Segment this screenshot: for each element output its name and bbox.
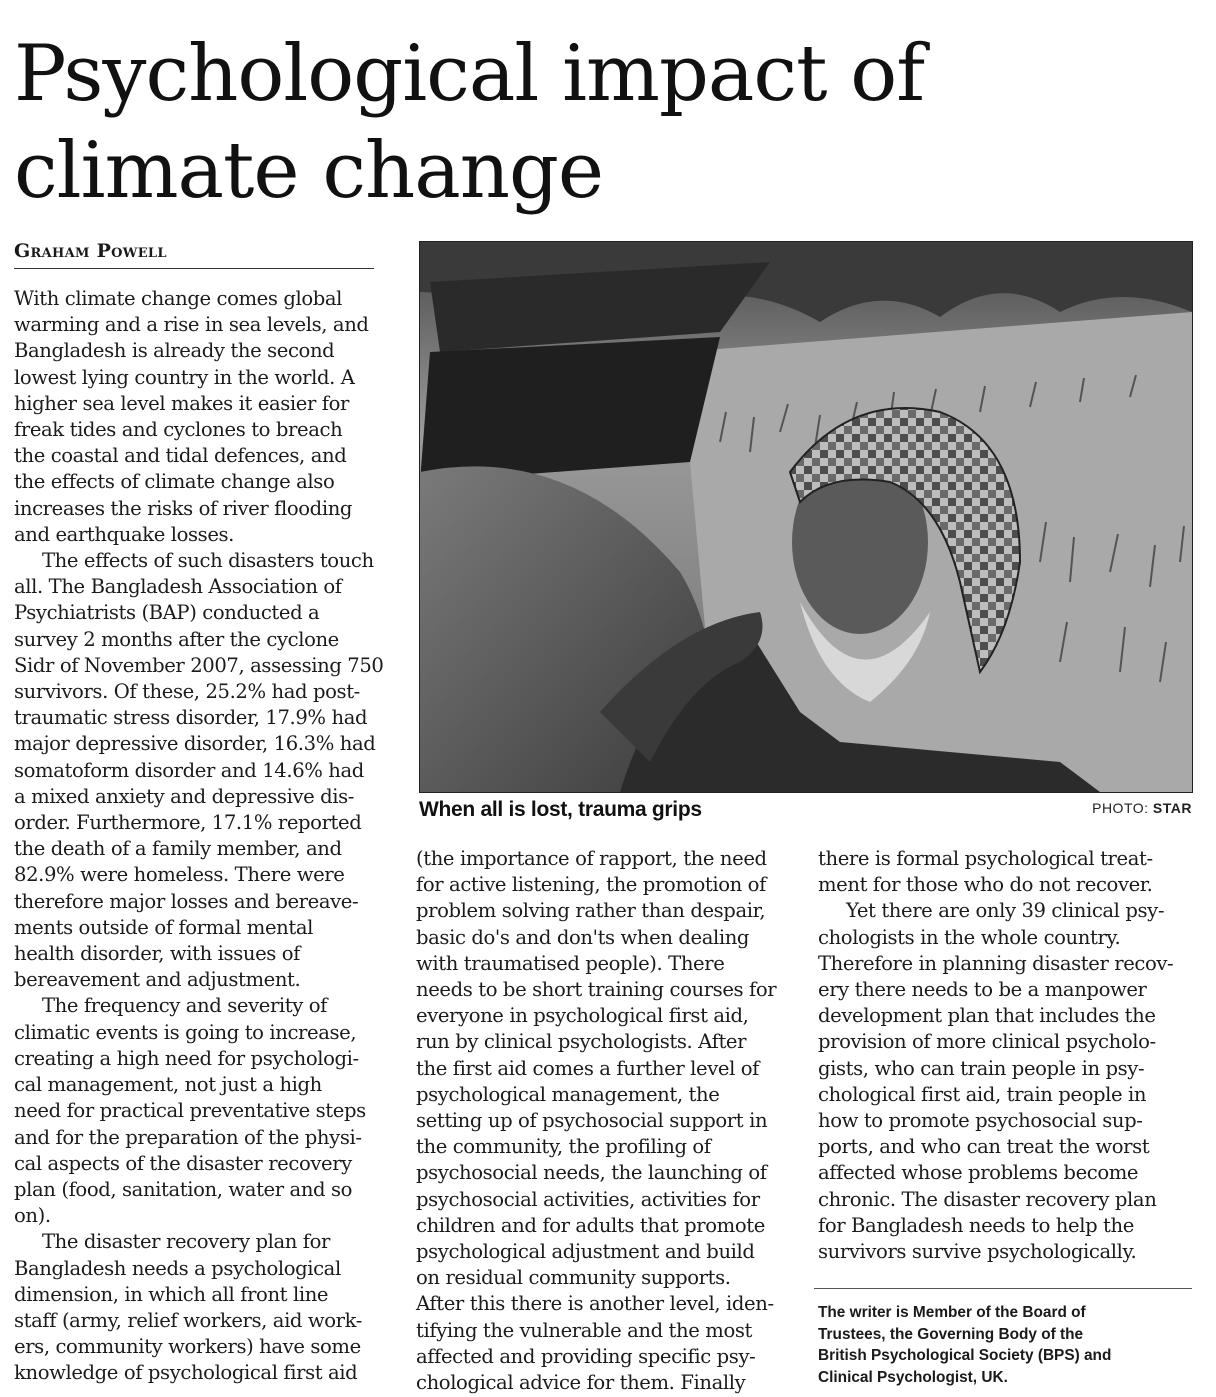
article-line: freak tides and cyclones to breach bbox=[14, 418, 343, 442]
article-line: children and for adults that promote bbox=[416, 1213, 765, 1237]
article-line: Therefore in planning disaster recov- bbox=[818, 951, 1174, 975]
article-line: the community, the profiling of bbox=[416, 1135, 711, 1159]
headline-line-2: climate change bbox=[14, 126, 604, 216]
article-line: with traumatised people). There bbox=[416, 951, 725, 975]
article-line: psychosocial needs, the launching of bbox=[416, 1161, 767, 1185]
news-photo bbox=[419, 241, 1193, 793]
article-line: a mixed anxiety and depressive dis- bbox=[14, 784, 355, 808]
article-line: for active listening, the promotion of bbox=[416, 873, 766, 897]
byline: Graham Powell bbox=[14, 240, 374, 269]
article-line: provision of more clinical psycholo- bbox=[818, 1030, 1156, 1054]
article-line: lowest lying country in the world. A bbox=[14, 365, 355, 389]
article-line: ers, community workers) have some bbox=[14, 1335, 361, 1359]
article-line: need for practical preventative steps bbox=[14, 1099, 366, 1123]
article-line: cal management, not just a high bbox=[14, 1073, 322, 1097]
article-line: Bangladesh needs a psychological bbox=[14, 1256, 341, 1280]
article-line: knowledge of psychological first aid bbox=[14, 1361, 358, 1385]
article-column-1 bbox=[14, 286, 389, 1387]
article-line: chological advice for them. Finally bbox=[416, 1371, 746, 1395]
author-note-line: The writer is Member of the Board of bbox=[818, 1304, 1086, 1321]
article-line: warming and a rise in sea levels, and bbox=[14, 313, 369, 337]
photo-caption: When all is lost, trauma grips bbox=[419, 798, 702, 821]
article-line: creating a high need for psychologi- bbox=[14, 1046, 359, 1070]
photo-illustration bbox=[420, 242, 1192, 792]
article-line: for Bangladesh needs to help the bbox=[818, 1213, 1134, 1237]
article-line: all. The Bangladesh Association of bbox=[14, 575, 342, 599]
article-line: increases the risks of river flooding bbox=[14, 496, 353, 520]
article-line: With climate change comes global bbox=[14, 287, 343, 310]
article-line: ery there needs to be a manpower bbox=[818, 978, 1147, 1002]
article-line: survey 2 months after the cyclone bbox=[14, 627, 339, 651]
article-line: on residual community supports. bbox=[416, 1266, 731, 1290]
article-line: the death of a family member, and bbox=[14, 837, 342, 861]
article-line: 82.9% were homeless. There were bbox=[14, 863, 345, 887]
article-line: Psychiatrists (BAP) conducted a bbox=[14, 601, 320, 625]
article-column-3 bbox=[818, 846, 1196, 1265]
article-line: The disaster recovery plan for bbox=[42, 1230, 330, 1254]
article-line: tifying the vulnerable and the most bbox=[416, 1318, 752, 1342]
article-line: psychological management, the bbox=[416, 1082, 720, 1106]
article-line: ments outside of formal mental bbox=[14, 915, 313, 939]
article-line: psychological adjustment and build bbox=[416, 1240, 755, 1264]
article-line: Sidr of November 2007, assessing 750 bbox=[14, 653, 384, 677]
article-line: The effects of such disasters touch bbox=[42, 549, 374, 573]
article-line: order. Furthermore, 17.1% reported bbox=[14, 811, 362, 835]
article-line: The frequency and severity of bbox=[42, 994, 328, 1018]
article-line: and for the preparation of the physi- bbox=[14, 1125, 362, 1149]
article-line: problem solving rather than despair, bbox=[416, 899, 766, 923]
article-line: After this there is another level, iden- bbox=[416, 1292, 774, 1316]
article-line: affected whose problems become bbox=[818, 1161, 1139, 1185]
author-note bbox=[818, 1302, 1196, 1388]
article-line: chronic. The disaster recovery plan bbox=[818, 1187, 1157, 1211]
article-line: ment for those who do not recover. bbox=[818, 873, 1153, 897]
article-line: everyone in psychological first aid, bbox=[416, 1004, 749, 1028]
article-line: the first aid comes a further level of bbox=[416, 1056, 760, 1080]
article-line: setting up of psychosocial support in bbox=[416, 1109, 768, 1133]
article-line: gists, who can train people in psy- bbox=[818, 1056, 1145, 1080]
headline-line-1: Psychological impact of bbox=[14, 29, 925, 119]
article-line: (the importance of rapport, the need bbox=[416, 847, 767, 870]
article-line: climatic events is going to increase, bbox=[14, 1020, 357, 1044]
article-line: and earthquake losses. bbox=[14, 522, 235, 546]
article-line: traumatic stress disorder, 17.9% had bbox=[14, 706, 368, 730]
photo-credit-prefix: PHOTO: bbox=[1092, 800, 1153, 816]
article-line: ports, and who can treat the worst bbox=[818, 1135, 1150, 1159]
article-line: affected and providing specific psy- bbox=[416, 1344, 756, 1368]
article-line: how to promote psychosocial sup- bbox=[818, 1109, 1143, 1133]
article-line: higher sea level makes it easier for bbox=[14, 391, 350, 415]
article-line: psychosocial activities, activities for bbox=[416, 1187, 760, 1211]
article-line: survivors. Of these, 25.2% had post- bbox=[14, 680, 360, 704]
article-line: chologists in the whole country. bbox=[818, 925, 1121, 949]
article-line: needs to be short training courses for bbox=[416, 978, 777, 1002]
photo-credit-source: STAR bbox=[1152, 800, 1192, 816]
article-line: Bangladesh is already the second bbox=[14, 339, 335, 363]
photo-credit bbox=[1092, 800, 1192, 816]
article-line: major depressive disorder, 16.3% had bbox=[14, 732, 376, 756]
article-column-2 bbox=[416, 846, 791, 1396]
article-line: cal aspects of the disaster recovery bbox=[14, 1151, 352, 1175]
article-line: therefore major losses and bereave- bbox=[14, 889, 359, 913]
article-line: Yet there are only 39 clinical psy- bbox=[846, 899, 1165, 923]
article-line: basic do's and don'ts when dealing bbox=[416, 925, 750, 949]
article-line: the coastal and tidal defences, and bbox=[14, 444, 347, 468]
author-note-divider bbox=[814, 1288, 1192, 1289]
article-line: health disorder, with issues of bbox=[14, 942, 301, 966]
article-line: on). bbox=[14, 1204, 51, 1228]
author-note-line: Trustees, the Governing Body of the bbox=[818, 1325, 1084, 1343]
article-line: somatoform disorder and 14.6% had bbox=[14, 758, 364, 782]
article-line: survivors survive psychologically. bbox=[818, 1240, 1137, 1264]
author-note-line: British Psychological Society (BPS) and bbox=[818, 1347, 1112, 1364]
article-line: staff (army, relief workers, aid work- bbox=[14, 1308, 362, 1332]
article-line: development plan that includes the bbox=[818, 1004, 1156, 1028]
article-line: chological first aid, train people in bbox=[818, 1082, 1147, 1106]
headline bbox=[14, 26, 1194, 220]
article-line: dimension, in which all front line bbox=[14, 1282, 329, 1306]
article-line: run by clinical psychologists. After bbox=[416, 1030, 747, 1054]
article-line: the effects of climate change also bbox=[14, 470, 335, 494]
article-line: there is formal psychological treat- bbox=[818, 847, 1153, 870]
article-line: bereavement and adjustment. bbox=[14, 968, 301, 992]
author-note-line: Clinical Psychologist, UK. bbox=[818, 1368, 1008, 1386]
article-line: plan (food, sanitation, water and so bbox=[14, 1177, 353, 1201]
